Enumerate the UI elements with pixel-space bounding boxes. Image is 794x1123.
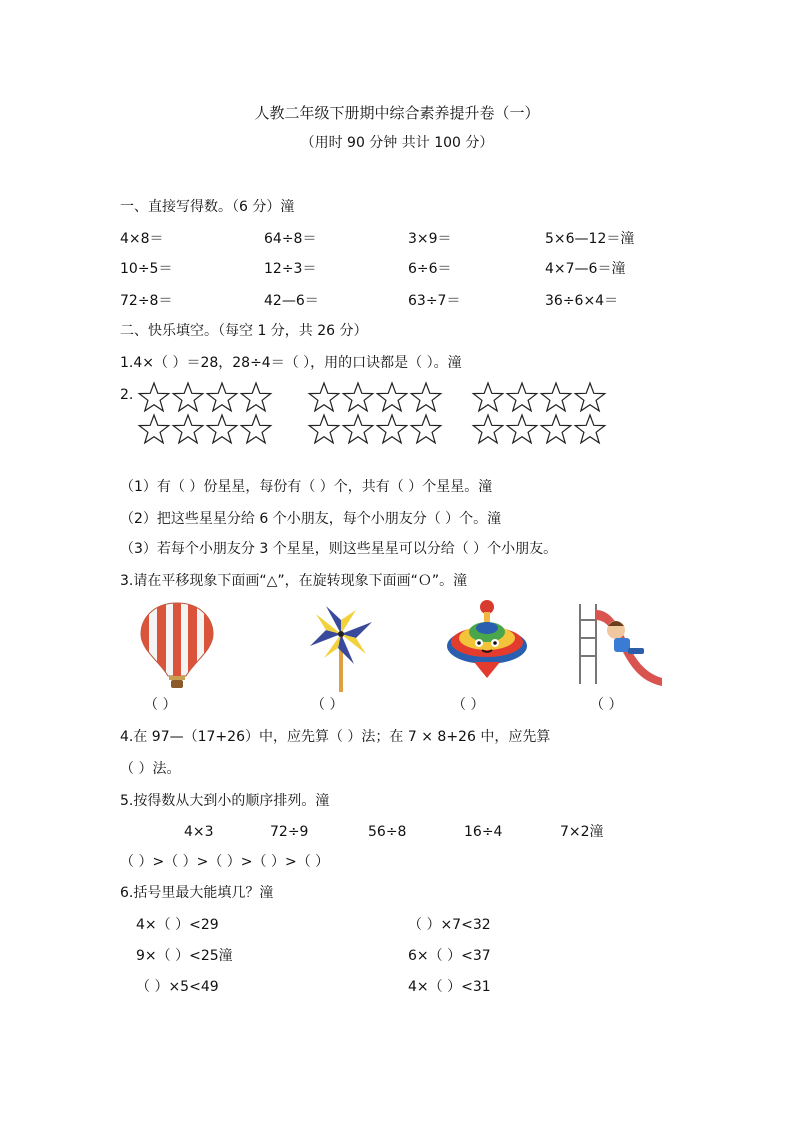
order-item: 72÷9 (270, 824, 309, 840)
inequality-item: 4×（ ）<29 (136, 917, 219, 933)
star-icon (575, 383, 605, 411)
question-3: 3.请在平移现象下面画“△”，在旋转现象下面画“Ｏ”。潼 (120, 573, 468, 589)
calc-item: 42—6＝ (264, 293, 319, 309)
page-subtitle: （用时 90 分钟 共计 100 分） (300, 135, 494, 151)
order-item: 4×3 (184, 824, 214, 840)
star-icon (411, 383, 441, 411)
calc-item: 72÷8＝ (120, 293, 173, 309)
question-6: 6.括号里最大能填几？潼 (120, 885, 274, 901)
star-icon (507, 383, 537, 411)
calc-item: 63÷7＝ (408, 293, 461, 309)
star-group-1 (136, 380, 276, 446)
star-icon (207, 383, 237, 411)
star-group-3 (470, 380, 610, 446)
order-blanks[interactable]: （ ）>（ ）>（ ）>（ ）>（ ） (120, 854, 330, 870)
question-5: 5.按得数从大到小的顺序排列。潼 (120, 793, 330, 809)
calc-item: 36÷6×4＝ (545, 293, 619, 309)
star-icon (541, 415, 571, 443)
star-icon (473, 415, 503, 443)
star-icon (207, 415, 237, 443)
order-item: 56÷8 (368, 824, 407, 840)
question-2-sub-3: （3）若每个小朋友分 3 个星星，则这些星星可以分给（ ）个小朋友。 (120, 541, 558, 557)
calc-item: 10÷5＝ (120, 261, 173, 277)
order-item: 7×2潼 (560, 824, 604, 840)
calc-item: 5×6—12＝潼 (545, 231, 635, 247)
star-icon (377, 415, 407, 443)
question-4-line1: 4.在 97—（17+26）中，应先算（ ）法；在 7 × 8+26 中，应先算 (120, 729, 551, 745)
answer-blank[interactable]: （ ） (311, 697, 344, 713)
star-icon (139, 415, 169, 443)
question-2-label: 2. (120, 387, 134, 403)
pinwheel-icon (306, 602, 376, 694)
question-1: 1.4×（ ）＝28，28÷4＝（ ），用的口诀都是（ ）。潼 (120, 355, 462, 371)
star-icon (343, 383, 373, 411)
calc-item: 4×7—6＝潼 (545, 261, 626, 277)
inequality-item: 6×（ ）<37 (408, 948, 491, 964)
question-2-sub-1: （1）有（ ）份星星，每份有（ ）个，共有（ ）个星星。潼 (120, 479, 493, 495)
star-icon (411, 415, 441, 443)
star-icon (377, 383, 407, 411)
inequality-item: （ ）×7<32 (408, 917, 491, 933)
star-icon (343, 415, 373, 443)
page-title: 人教二年级下册期中综合素养提升卷（一） (254, 104, 540, 122)
star-icon (241, 383, 271, 411)
order-item: 16÷4 (464, 824, 503, 840)
star-icon (173, 383, 203, 411)
slide-icon (572, 598, 664, 686)
calc-item: 4×8＝ (120, 231, 164, 247)
star-icon (309, 415, 339, 443)
calc-item: 3×9＝ (408, 231, 452, 247)
answer-blank[interactable]: （ ） (590, 697, 623, 713)
star-icon (575, 415, 605, 443)
calc-item: 12÷3＝ (264, 261, 317, 277)
star-icon (173, 415, 203, 443)
star-icon (241, 415, 271, 443)
inequality-item: （ ）×5<49 (136, 979, 219, 995)
star-icon (541, 383, 571, 411)
star-icon (507, 415, 537, 443)
star-icon (473, 383, 503, 411)
inequality-item: 4×（ ）<31 (408, 979, 491, 995)
section1-heading: 一、直接写得数。（6 分）潼 (120, 199, 295, 215)
question-2-sub-2: （2）把这些星星分给 6 个小朋友，每个小朋友分（ ）个。潼 (120, 511, 502, 527)
hot-air-balloon-icon (138, 600, 216, 690)
question-4-line2: （ ）法。 (120, 761, 181, 777)
answer-blank[interactable]: （ ） (144, 697, 177, 713)
inequality-item: 9×（ ）<25潼 (136, 948, 233, 964)
star-icon (309, 383, 339, 411)
section2-heading: 二、快乐填空。（每空 1 分，共 26 分） (120, 323, 368, 339)
star-icon (139, 383, 169, 411)
answer-blank[interactable]: （ ） (452, 697, 485, 713)
spinning-top-icon (444, 598, 530, 682)
star-group-2 (306, 380, 446, 446)
calc-item: 6÷6＝ (408, 261, 452, 277)
calc-item: 64÷8＝ (264, 231, 317, 247)
